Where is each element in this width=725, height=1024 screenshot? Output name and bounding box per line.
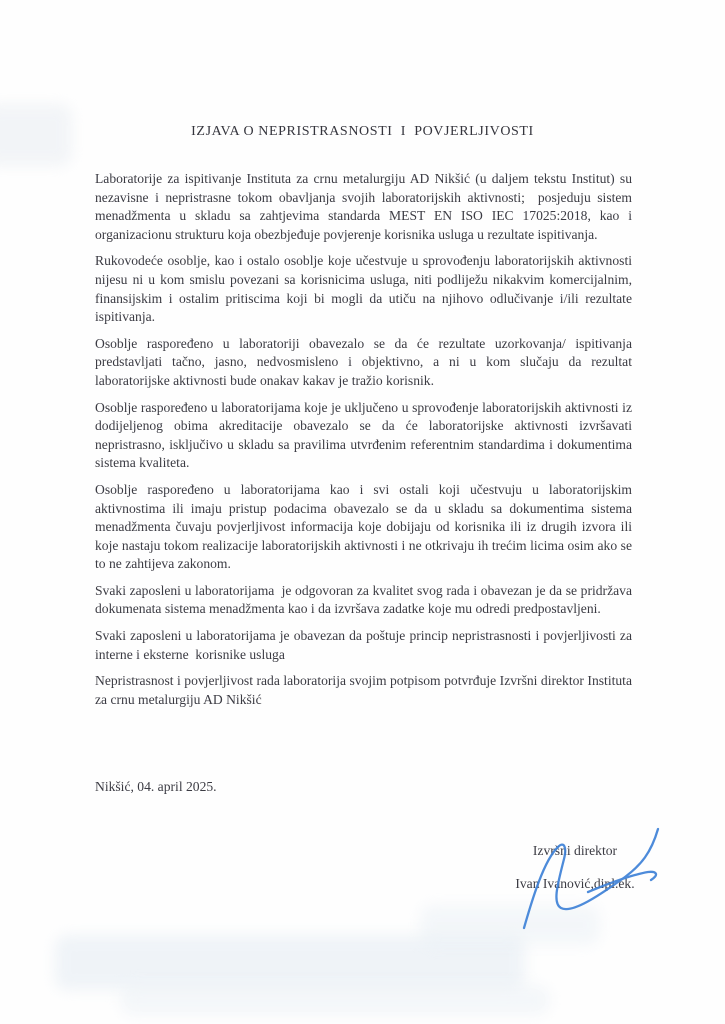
paragraph: Svaki zaposleni u laboratorijama je obavezan da poštuje princip nepristrasnosti i povjerljivosti za interne i eksterne korisnike usluga — [95, 628, 636, 662]
signature-name: Ivan Ivanović,dipl.ek. — [515, 876, 635, 891]
bleed-through-ghost — [55, 935, 525, 990]
paragraph: Svaki zaposleni u laboratorijama je odgovoran za kvalitet svog rada i obavezan je da se pridržava dokumenata sistema menadžmenta kao i da izvršava zadatke koje mu odredi predpostavljeni. — [95, 582, 636, 617]
paragraph: Osoblje raspoređeno u laboratorijama koje je uključeno u sprovođenje laboratorijskih aktivnosti iz dodijeljenog obima akreditacije obavezalo se da će laboratorijske aktivnosti izvršavati nepristrasno, isključivo u skladu sa pravilima utvrđenim referentnim standardima i dokumentima sistema kvaliteta. — [95, 399, 636, 471]
paragraph: Osoblje raspoređeno u laboratoriji obavezalo se da će rezultate uzorkovanja/ ispitivanja predstavljati tačno, jasno, nedvosmisleno i objektivno, a ni u kom slučaju da rezultat laboratorijske aktivnosti bude onakav kakav je tražio korisnik. — [95, 335, 636, 388]
paragraph: Rukovodeće osoblje, kao i ostalo osoblje koje učestvuje u sprovođenju laboratorijskih aktivnosti nijesu ni u kom smislu povezani sa korisnicima usluga, niti podliježu nikakvim komercijalnim, finansijskim i ostalim pritiscima koji bi mogli da utiču na njihovo odlučivanje i/ili rezultate ispitivanja. — [95, 253, 636, 325]
document-title: IZJAVA O NEPRISTRASNOSTI I POVJERLJIVOSTI — [191, 124, 534, 139]
paragraph: Osoblje raspoređeno u laboratorijama kao i svi ostali koji učestvuju u laboratorijskim aktivnostima ili imaju pristup podacima obavezalo se da u skladu sa dokumentima sistema menadžmenta čuvaju povjerljivost informacija koje dobijaju od korisnika ili iz drugih izvora ili koje nastaju tokom realizacije laboratorijskih aktivnosti i ne otkrivaju ih trećim licima osim ako se to ne zahtijeva zakonom. — [95, 481, 636, 572]
paragraph: Nepristrasnost i povjerljivost rada laboratorija svojim potpisom potvrđuje Izvršni direktor Instituta za crnu metalurgiju AD Nikšić — [95, 673, 636, 707]
document-body — [95, 170, 636, 717]
signature-block — [470, 843, 680, 892]
bleed-through-ghost — [120, 985, 550, 1015]
signature-role: Izvršni direktor — [532, 843, 618, 858]
bleed-through-ghost — [420, 905, 600, 945]
paragraph: Laboratorije za ispitivanje Instituta za crnu metalurgiju AD Nikšić (u daljem tekstu Institut) su nezavisne i nepristrasne tokom obavljanja svojih laboratorijskih aktivnosti; posjeduju sistem menadžmenta u skladu sa zahtjevima standarda MEST EN ISO IEC 17025:2018, kao i organizacionu strukturu koja obezbjeđuje povjerenje korisnika usluga u rezultate ispitivanja. — [95, 171, 636, 242]
dateline: Nikšić, 04. april 2025. — [95, 779, 217, 794]
